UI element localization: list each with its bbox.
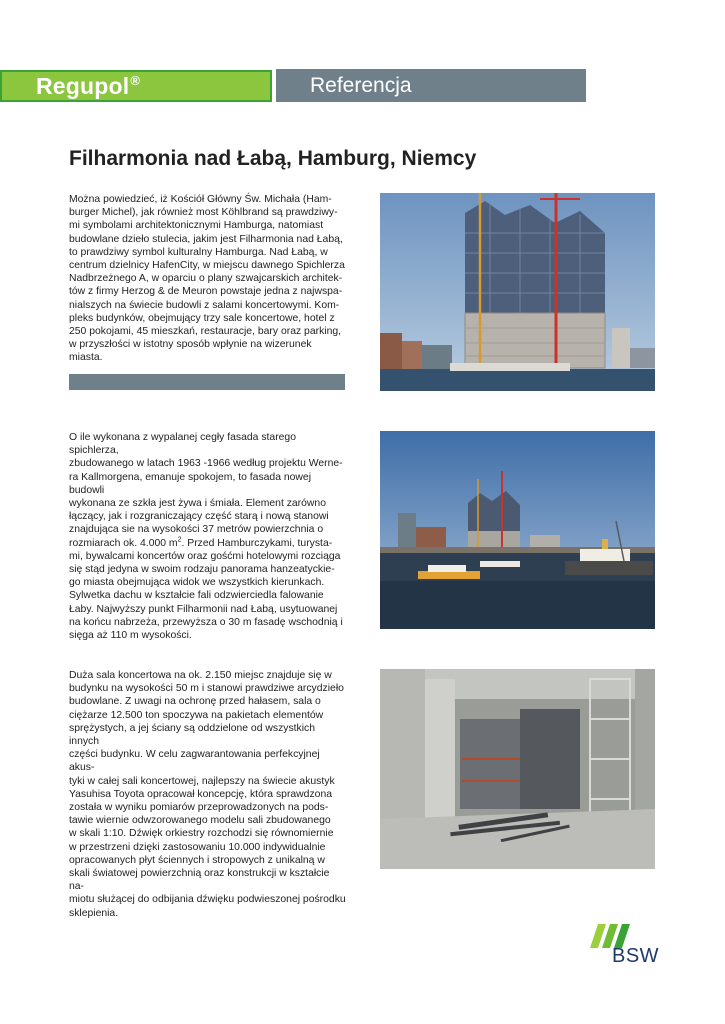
photo-philharmonic-construction: [380, 193, 655, 391]
brand-tab: [0, 70, 272, 102]
photo-interior-construction: [380, 669, 655, 869]
header-bar: [276, 69, 586, 102]
divider-bar: [69, 374, 345, 390]
registered-mark: ®: [130, 72, 141, 88]
page-title: Filharmonia nad Łabą, Hamburg, Niemcy: [69, 147, 477, 170]
section-label: Referencja: [310, 73, 412, 97]
paragraph-facade: O ile wykonana z wypalanej cegły fasada starego spichlerza, zbudowanego w latach 1963 -1966 według projektu Werne- ra Kallmorgena, emanuje spokojem, to fasada nowej budowli wykonana ze szkła jest żywa i śmiała. Element zarówno łączący, jak i rozgraniczający część starą i nową stanowi znajdująca sie na wysokości 37 metrów powierzchnia o rozmiarach ok. 4.000 $m^2$. Przed Hamburczykami, turysta- mi, bywalcami koncertów oraz gośćmi hotelowymi rozciąga się stąd jedyna w swoim rodzaju panorama hanzeatyckie- go miasta obejmująca widok we wszystkich kierunkach. Sylwetka dachu w kształcie fali odzwierciedla falowanie Łaby. Najwyższy punkt Filharmonii nad Łabą, usytuowanej na końcu nabrzeża, przewyższa o 30 m fasadę wschodnią i sięga aż 110 m wysokości.: [69, 432, 343, 642]
photo-harbour-view: [380, 431, 655, 629]
brand-name: Regupol®: [36, 72, 141, 99]
paragraph-intro: Można powiedzieć, iż Kościół Główny Św. Michała (Ham- burger Michel), jak również most Köhlbrand są prawdziwy- mi symbolami architektonicznymi Hamburga, natomiast budowlane dzieło stulecia, jakim jest Filharmonia nad Łabą, to prawdziwy symbol kulturalny Hamburga. Nad Łabą, w centrum dzielnicy HafenCity, w miejscu dawnego Spichlerza Nadbrzeżnego A, w oparciu o plany szwajcarskich architek- tów z firmy Herzog & de Meuron powstaje jedna z najwspa- nialszych na świecie budowli z salami koncertowymi. Kom- pleks budynków, obejmujący trzy sale koncertowe, hotel z 250 pokojami, 45 mieszkań, restauracje, bary oraz parking, w przyszłości w istotny sposób wpłynie na wizerunek miasta.: [69, 194, 345, 364]
bsw-logo-text: BSW: [612, 945, 660, 967]
paragraph-concert-hall: Duża sala koncertowa na ok. 2.150 miejsc znajduje się w budynku na wysokości 50 m i stanowi prawdziwe arcydzieło budowlane. Z uwagi na ochronę przed hałasem, sala o ciężarze 12.500 ton spoczywa na pakietach elementów sprężystych, a jej ściany są oddzielone od wszystkich innych części budynku. W celu zagwarantowania perfekcyjnej akus- tyki w całej sali koncertowej, najlepszy na świecie akustyk Yasuhisa Toyota opracował koncepcję, która sprawdzona została w wyniku pomiarów przeprowadzonych na pods- tawie wiernie odwzorowanego modelu sali zbudowanego w skali 1:10. Dźwięk orkiestry rozchodzi się równomiernie w przestrzeni dzięki zastosowaniu 10.000 indywidualnie opracowanych płyt ściennych i stropowych z unikalną w skali światowej powierzchnią oraz konstrukcji w kształcie na- miotu służącej do odbijania dźwięku podwieszonej pośrodku sklepienia.: [69, 670, 346, 919]
superscript: 2: [177, 536, 182, 544]
